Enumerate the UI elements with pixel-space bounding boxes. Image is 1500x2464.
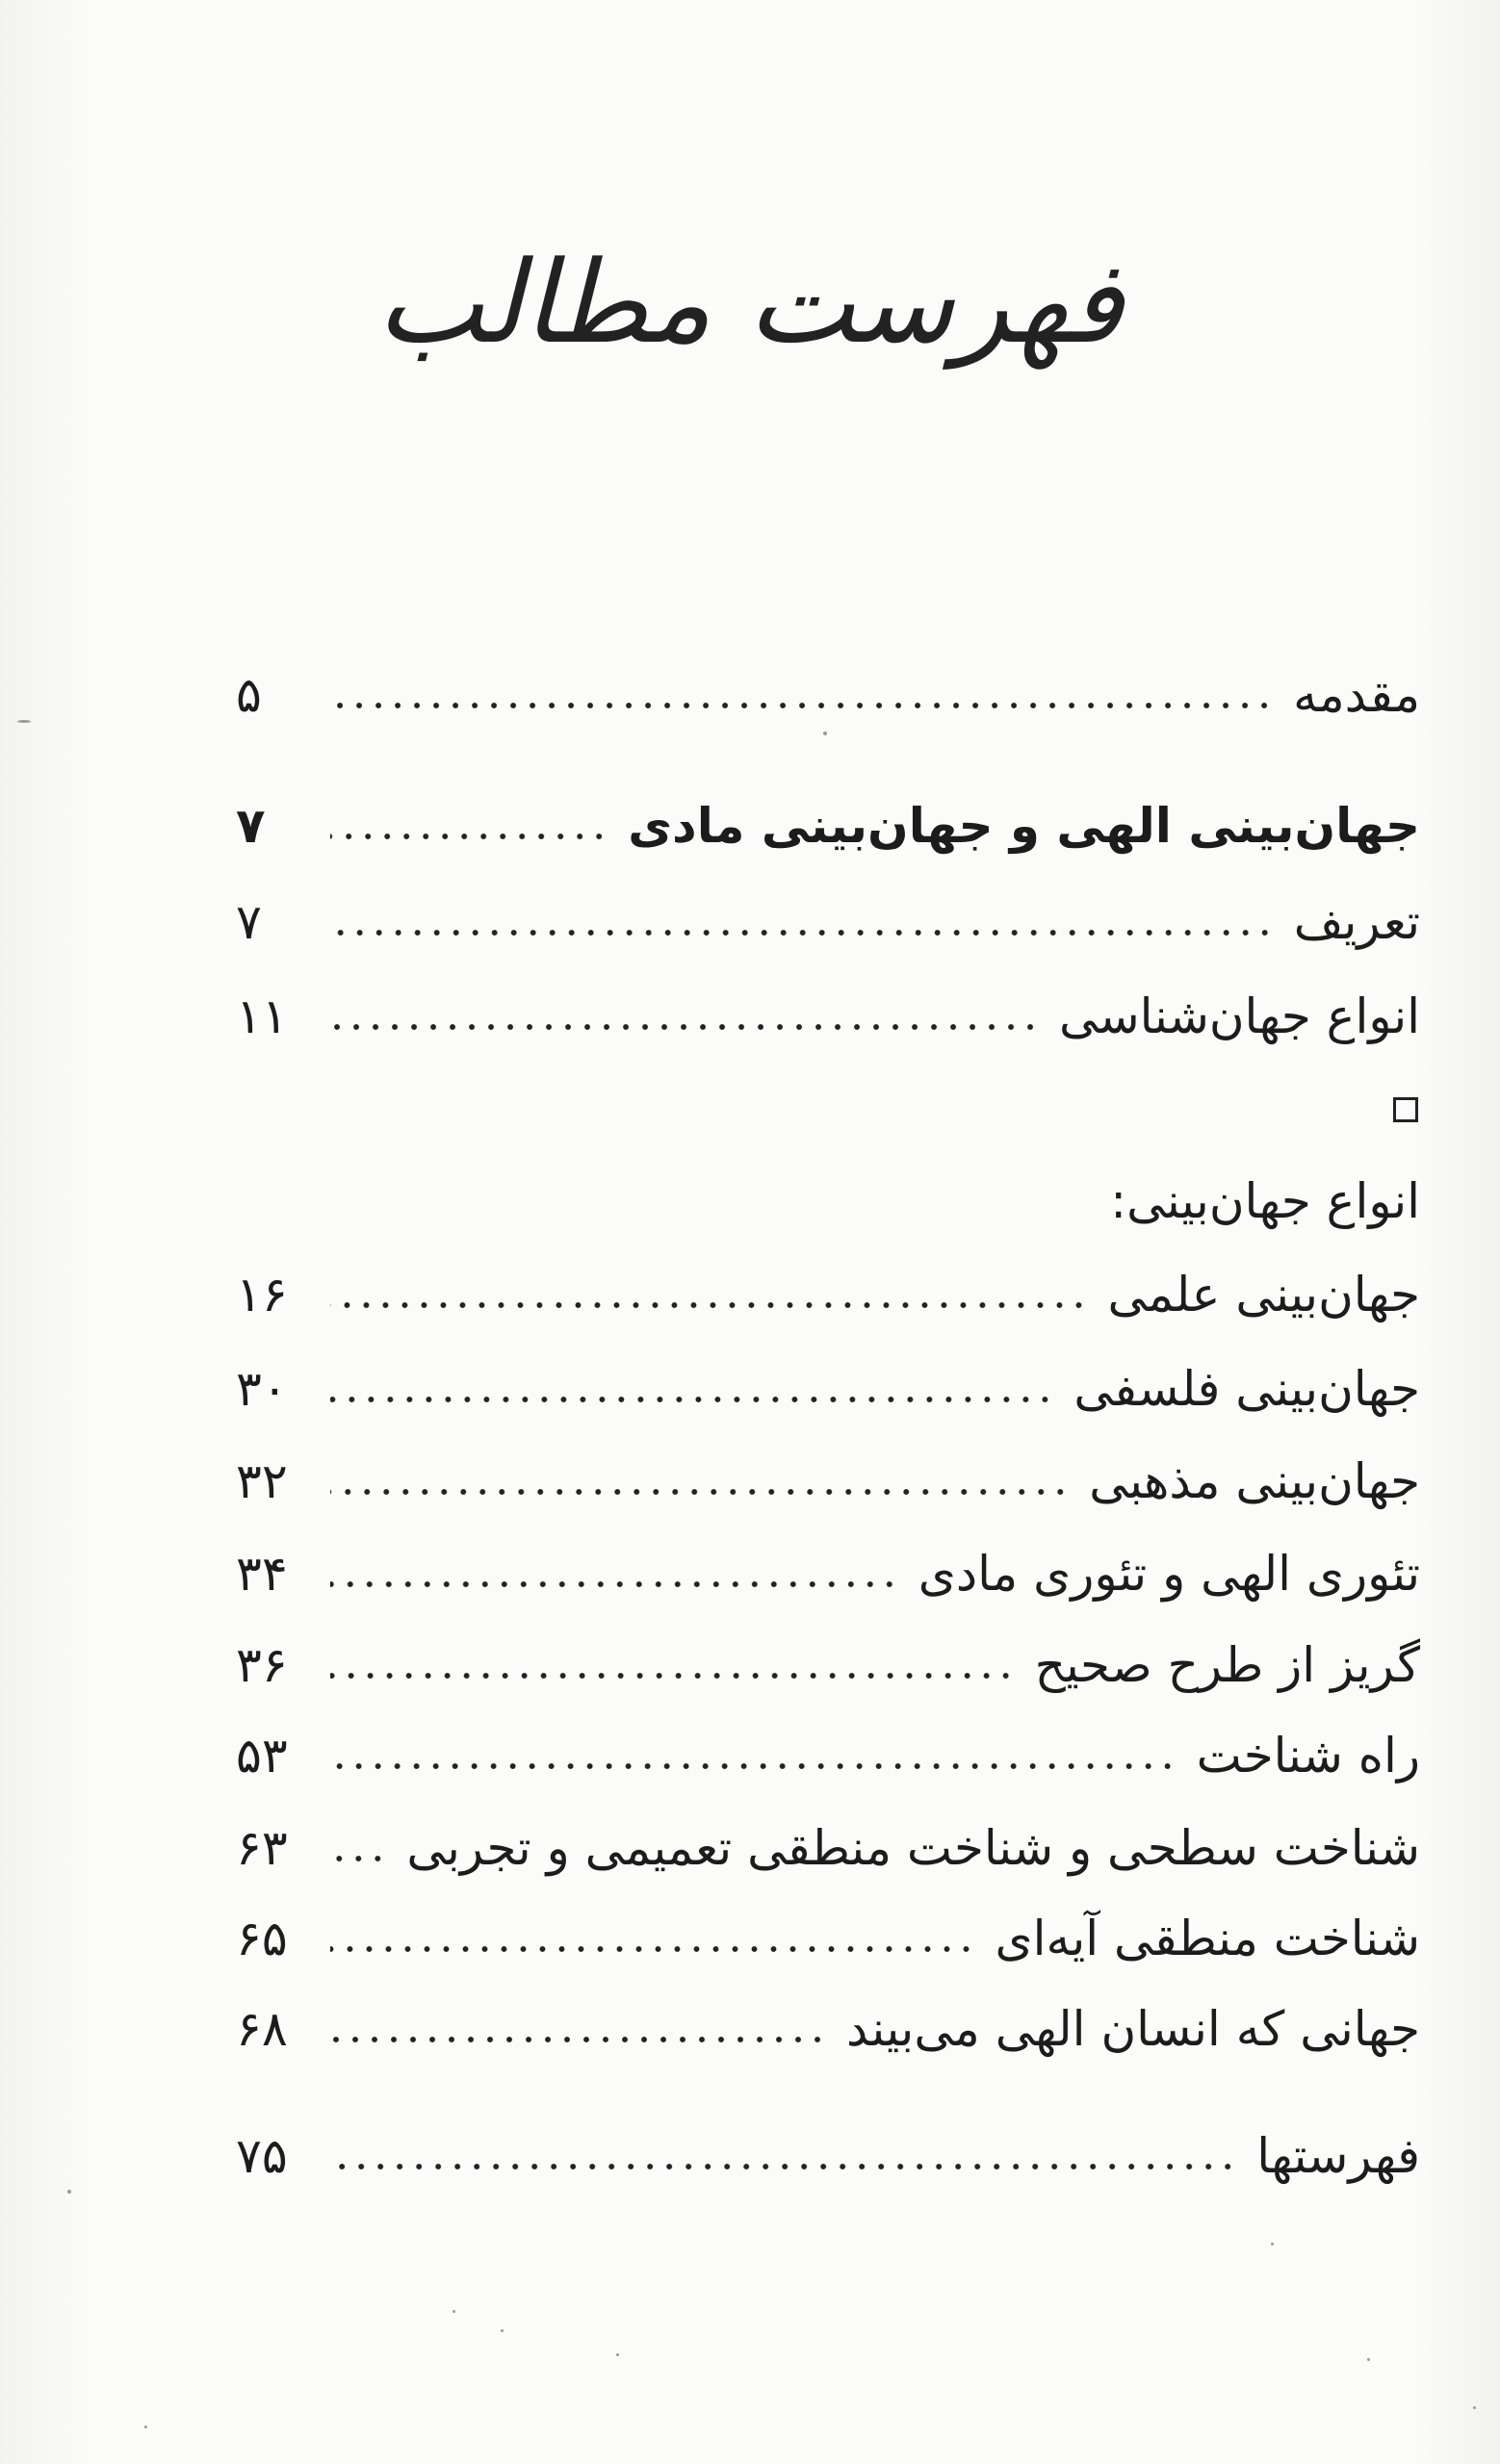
toc-entry-page-number: ۶۳: [236, 1820, 288, 1876]
toc-entry: [236, 978, 1420, 1055]
toc-entry-label: راه شناخت: [1196, 1728, 1420, 1784]
dot-leader: [330, 1944, 975, 1954]
toc-entry-page-number: ۷: [236, 894, 262, 950]
toc-entry-label: جهان‌بینی الهی و جهان‌بینی مادی: [628, 798, 1420, 854]
scan-speck: [501, 2329, 504, 2332]
scan-speck: [67, 2190, 71, 2194]
toc-entry-page-number: ۳۲: [236, 1453, 288, 1509]
toc-entry-page-number: ۵۳: [236, 1728, 288, 1784]
toc-entry-label: مقدمه: [1293, 667, 1420, 723]
toc-entry: [236, 1350, 1420, 1427]
dot-leader: [330, 1579, 899, 1589]
dot-leader: [330, 928, 1275, 937]
scan-speck: [1271, 2243, 1274, 2246]
toc-entry: [236, 1627, 1420, 1704]
toc-entry-page-number: ۵: [236, 667, 262, 723]
page-title: فهرست مطالب: [376, 236, 1124, 369]
toc-entry-indexes: [236, 2118, 1420, 2194]
toc-entry-label: شناخت سطحی و شناخت منطقی تعمیمی و تجربی: [406, 1820, 1420, 1876]
toc-entry-page-number: ۱۱: [236, 988, 288, 1044]
scan-speck: [823, 732, 827, 735]
toc-entry-label: جهان‌بینی فلسفی: [1073, 1361, 1420, 1417]
scan-speck: [17, 720, 31, 723]
scan-speck: [1473, 2406, 1476, 2409]
toc-entry-page-number: ۳۴: [236, 1546, 288, 1602]
toc-entry-label: جهان‌بینی علمی: [1107, 1267, 1420, 1322]
toc-entry: [236, 1900, 1420, 1977]
toc-entry-page-number: ۶۸: [236, 2001, 288, 2057]
toc-entry: [236, 884, 1420, 961]
dot-leader: [330, 1487, 1070, 1497]
toc-entry-label: تئوری الهی و تئوری مادی: [918, 1546, 1420, 1602]
dot-leader: [330, 1022, 1040, 1032]
square-bullet-icon: [1393, 1097, 1418, 1122]
dot-leader: [330, 1300, 1088, 1310]
toc-entry: [236, 1256, 1420, 1333]
toc-entry-label: انواع جهان‌شناسی: [1059, 988, 1420, 1044]
dot-leader: [330, 2162, 1237, 2171]
toc-subheading: انواع جهان‌بینی:: [1110, 1173, 1420, 1229]
toc-entry-page-number: ۳۰: [236, 1361, 288, 1417]
toc-entry: [236, 1990, 1420, 2067]
toc-entry-label: شناخت منطقی آیه‌ای: [995, 1911, 1420, 1966]
scan-speck: [144, 2426, 147, 2428]
dot-leader: [330, 832, 608, 841]
toc-entry-page-number: ۳۶: [236, 1637, 288, 1693]
dot-leader: [330, 1395, 1054, 1404]
toc-entry-label: جهانی که انسان الهی می‌بیند: [846, 2001, 1420, 2057]
scan-speck: [616, 2353, 619, 2356]
toc-entry-label: فهرستها: [1256, 2128, 1420, 2184]
toc-entry-page-number: ۱۶: [236, 1267, 288, 1322]
toc-entry-page-number: ۷: [236, 798, 266, 854]
toc-entry: [236, 1535, 1420, 1612]
toc-entry: [236, 1810, 1420, 1886]
toc-entry-page-number: ۶۵: [236, 1911, 288, 1966]
dot-leader: [330, 1854, 387, 1863]
toc-entry-page-number: ۷۵: [236, 2128, 288, 2184]
dot-leader: [330, 1671, 1016, 1681]
dot-leader: [330, 1761, 1177, 1771]
toc-entry-label: تعریف: [1293, 894, 1420, 950]
toc-entry: [236, 1443, 1420, 1520]
dot-leader: [330, 701, 1274, 710]
scan-speck: [453, 2310, 455, 2313]
toc-entry-label: جهان‌بینی مذهبی: [1089, 1453, 1420, 1509]
scan-speck: [1367, 2358, 1370, 2361]
toc-entry: [236, 1717, 1420, 1794]
toc-entry-intro: [236, 656, 1420, 733]
dot-leader: [330, 2035, 827, 2044]
toc-entry-chapter: [236, 787, 1420, 864]
toc-entry-label: گریز از طرح صحیح: [1034, 1637, 1420, 1693]
